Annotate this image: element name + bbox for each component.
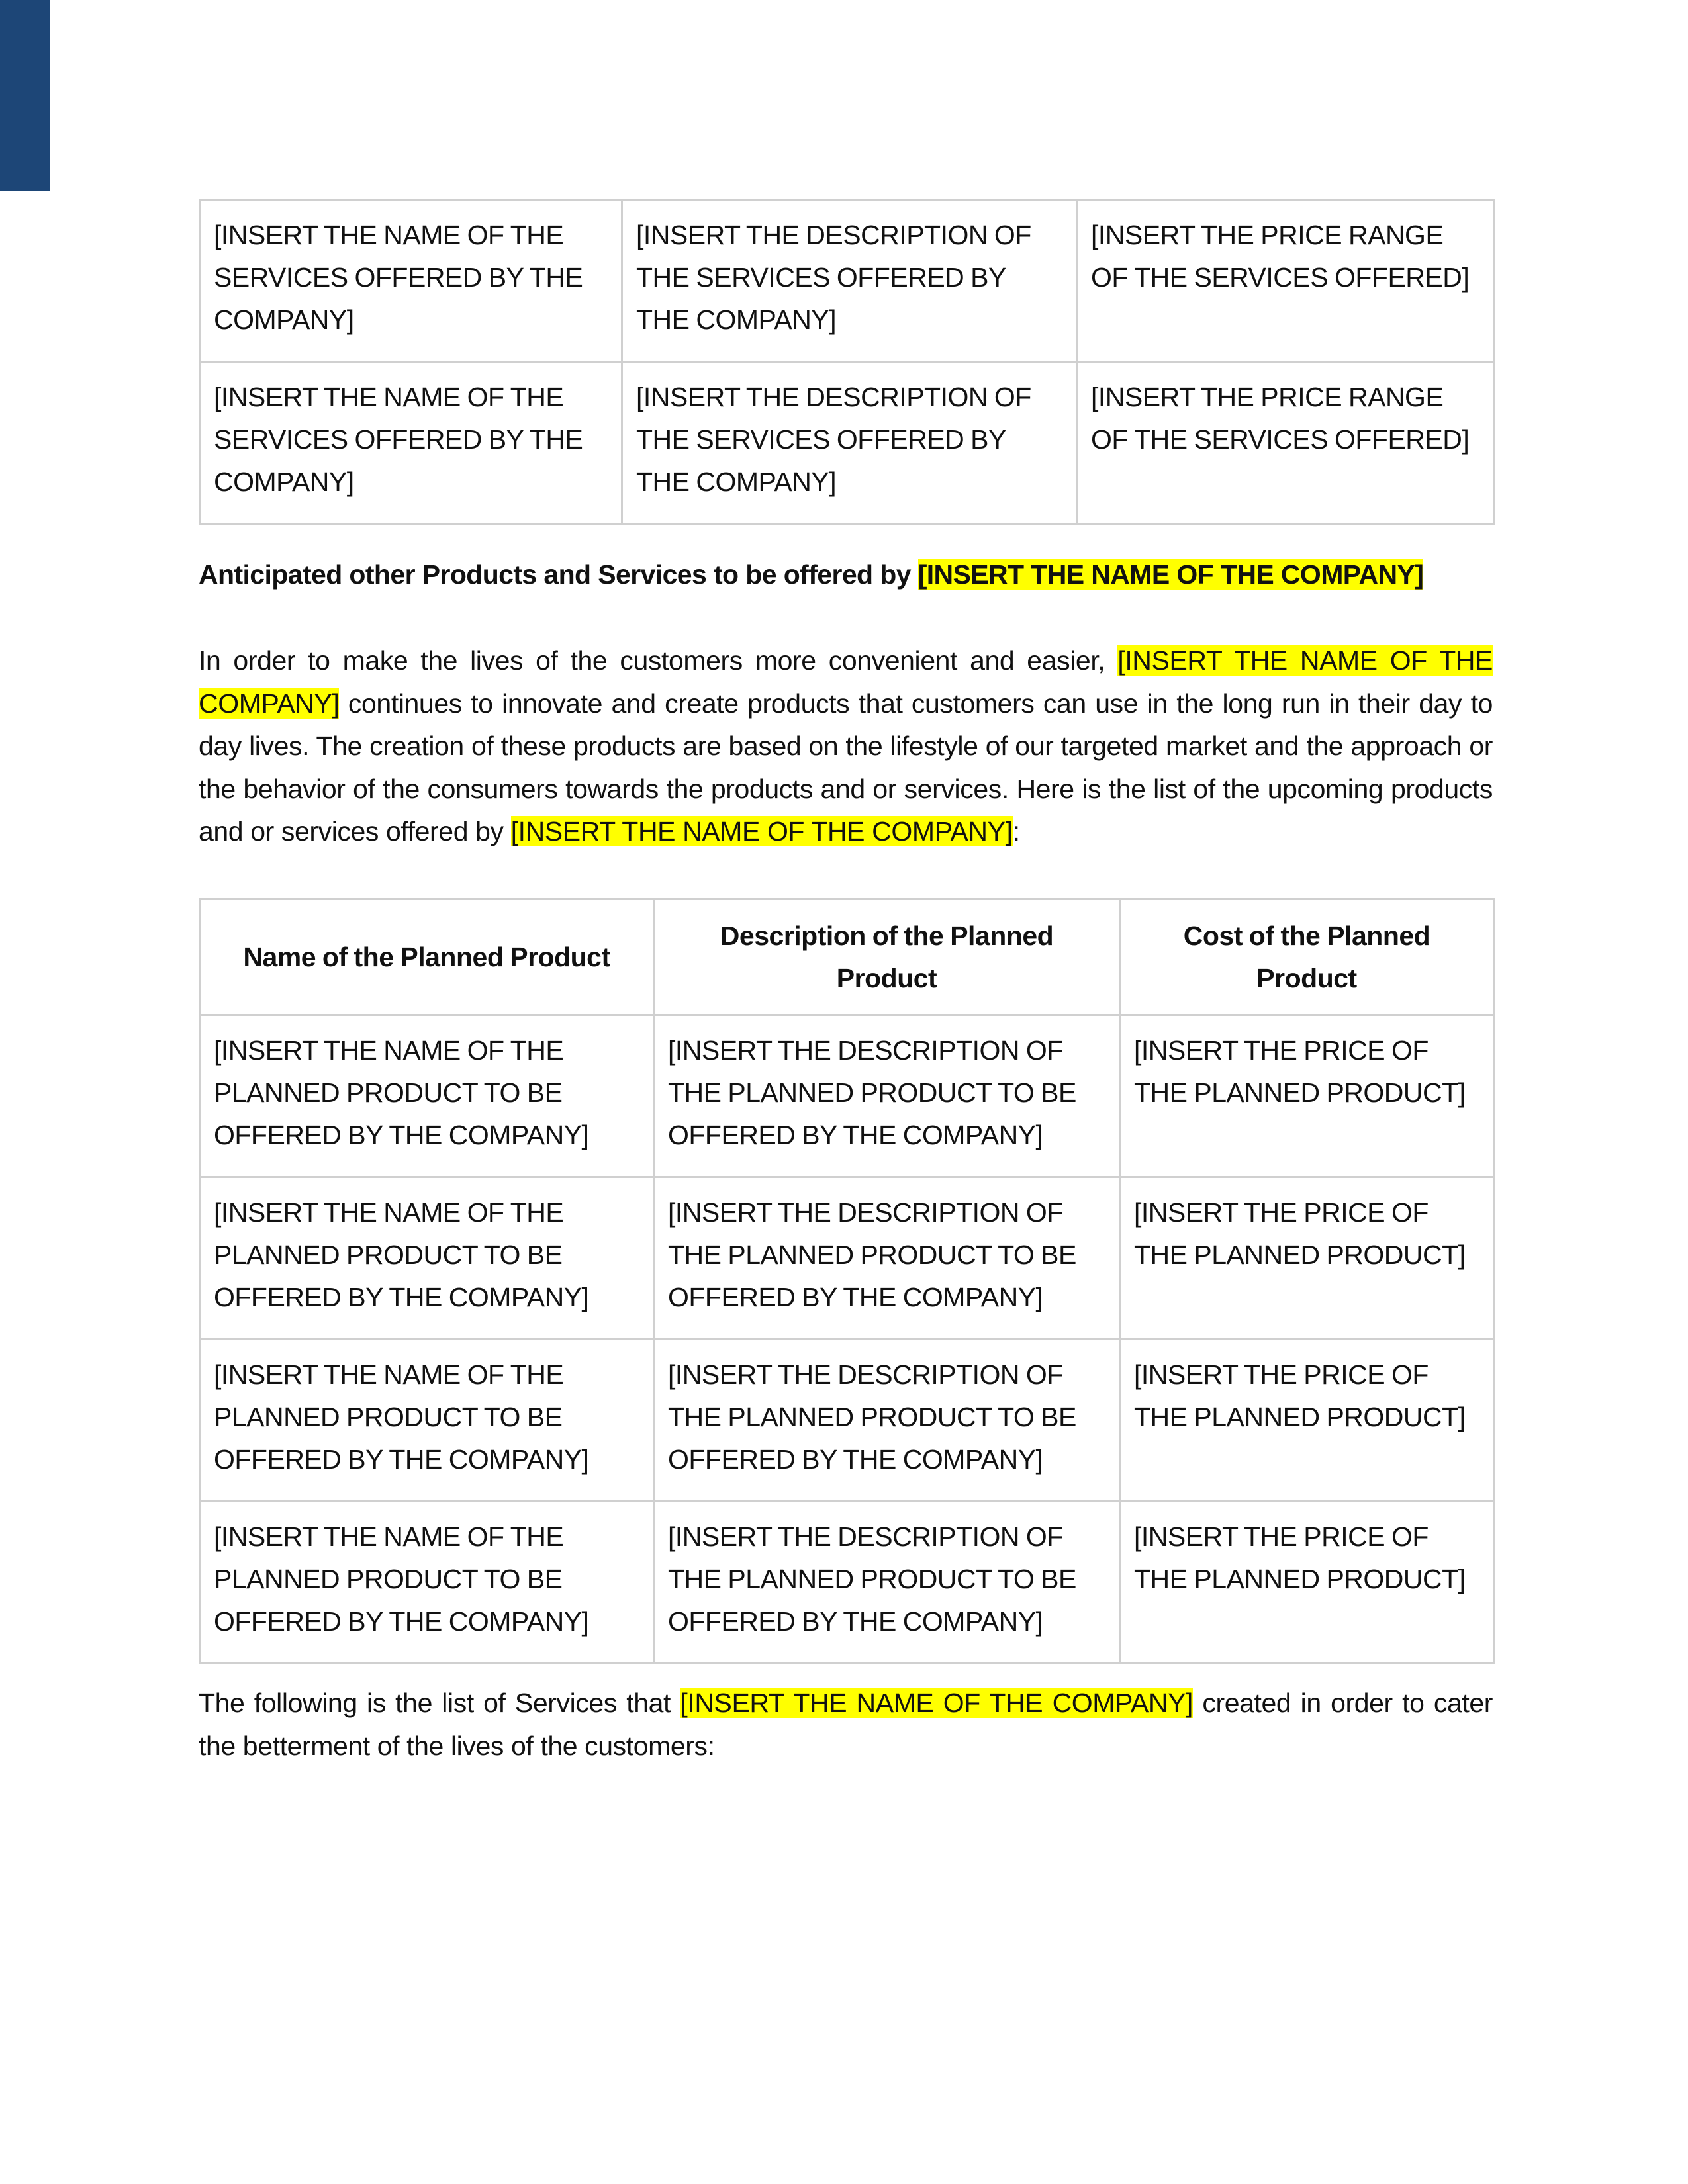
section-heading xyxy=(199,553,1423,596)
planned-name-cell: [INSERT THE NAME OF THE PLANNED PRODUCT TO BE OFFERED BY THE COMPANY] xyxy=(200,1502,654,1664)
service-description-cell: [INSERT THE DESCRIPTION OF THE SERVICES OFFERED BY THE COMPANY] xyxy=(622,200,1077,362)
service-price-cell: [INSERT THE PRICE RANGE OF THE SERVICES OFFERED] xyxy=(1077,200,1494,362)
planned-cost-cell: [INSERT THE PRICE OF THE PLANNED PRODUCT] xyxy=(1120,1340,1494,1502)
company-name-placeholder: [INSERT THE NAME OF THE COMPANY] xyxy=(680,1688,1194,1718)
intro-text: continues to innovate and create products that customers can use in the long run in their day to day lives. The creation of these products are based on the lifestyle of our targeted market and the approach or the behavior of the consumers towards the products and or services. Here is the list of the upcoming products and or services offered by xyxy=(199,688,1493,846)
service-name-cell: [INSERT THE NAME OF THE SERVICES OFFERED BY THE COMPANY] xyxy=(200,200,622,362)
company-name-placeholder: [INSERT THE NAME OF THE COMPANY] xyxy=(510,816,1013,846)
closing-text: created in order to cater the betterment of the lives of the customers: xyxy=(199,1688,1493,1761)
planned-name-cell: [INSERT THE NAME OF THE PLANNED PRODUCT TO BE OFFERED BY THE COMPANY] xyxy=(200,1177,654,1340)
intro-text: : xyxy=(1012,816,1020,846)
closing-text: The following is the list of Services that xyxy=(199,1688,680,1718)
planned-cost-cell: [INSERT THE PRICE OF THE PLANNED PRODUCT] xyxy=(1120,1015,1494,1177)
side-accent-bar xyxy=(0,0,50,191)
table-header-row xyxy=(200,899,1494,1015)
planned-description-cell: [INSERT THE DESCRIPTION OF THE PLANNED PRODUCT TO BE OFFERED BY THE COMPANY] xyxy=(654,1340,1120,1502)
column-header-description: Description of the Planned Product xyxy=(654,899,1120,1015)
planned-name-cell: [INSERT THE NAME OF THE PLANNED PRODUCT TO BE OFFERED BY THE COMPANY] xyxy=(200,1015,654,1177)
service-name-cell: [INSERT THE NAME OF THE SERVICES OFFERED BY THE COMPANY] xyxy=(200,362,622,524)
intro-text: In order to make the lives of the customers more convenient and easier, xyxy=(199,645,1118,676)
planned-name-cell: [INSERT THE NAME OF THE PLANNED PRODUCT TO BE OFFERED BY THE COMPANY] xyxy=(200,1340,654,1502)
table-row xyxy=(200,200,1494,362)
closing-paragraph xyxy=(199,1682,1493,1767)
planned-products-table-container xyxy=(199,898,1495,1664)
services-table xyxy=(199,199,1495,525)
planned-cost-cell: [INSERT THE PRICE OF THE PLANNED PRODUCT] xyxy=(1120,1177,1494,1340)
planned-products-table xyxy=(199,898,1495,1664)
service-price-cell: [INSERT THE PRICE RANGE OF THE SERVICES OFFERED] xyxy=(1077,362,1494,524)
planned-cost-cell: [INSERT THE PRICE OF THE PLANNED PRODUCT] xyxy=(1120,1502,1494,1664)
planned-description-cell: [INSERT THE DESCRIPTION OF THE PLANNED PRODUCT TO BE OFFERED BY THE COMPANY] xyxy=(654,1502,1120,1664)
table-row xyxy=(200,362,1494,524)
company-name-placeholder: [INSERT THE NAME OF THE COMPANY] xyxy=(199,645,1493,719)
service-description-cell: [INSERT THE DESCRIPTION OF THE SERVICES OFFERED BY THE COMPANY] xyxy=(622,362,1077,524)
planned-description-cell: [INSERT THE DESCRIPTION OF THE PLANNED PRODUCT TO BE OFFERED BY THE COMPANY] xyxy=(654,1177,1120,1340)
company-name-placeholder: [INSERT THE NAME OF THE COMPANY] xyxy=(917,559,1424,590)
planned-description-cell: [INSERT THE DESCRIPTION OF THE PLANNED PRODUCT TO BE OFFERED BY THE COMPANY] xyxy=(654,1015,1120,1177)
intro-paragraph xyxy=(199,639,1493,853)
table-row xyxy=(200,1177,1494,1340)
services-table-container xyxy=(199,199,1493,525)
table-row xyxy=(200,1502,1494,1664)
column-header-name: Name of the Planned Product xyxy=(200,899,654,1015)
table-row xyxy=(200,1340,1494,1502)
table-row xyxy=(200,1015,1494,1177)
section-heading-text: Anticipated other Products and Services to be offered by xyxy=(199,559,918,590)
column-header-cost: Cost of the Planned Product xyxy=(1120,899,1494,1015)
